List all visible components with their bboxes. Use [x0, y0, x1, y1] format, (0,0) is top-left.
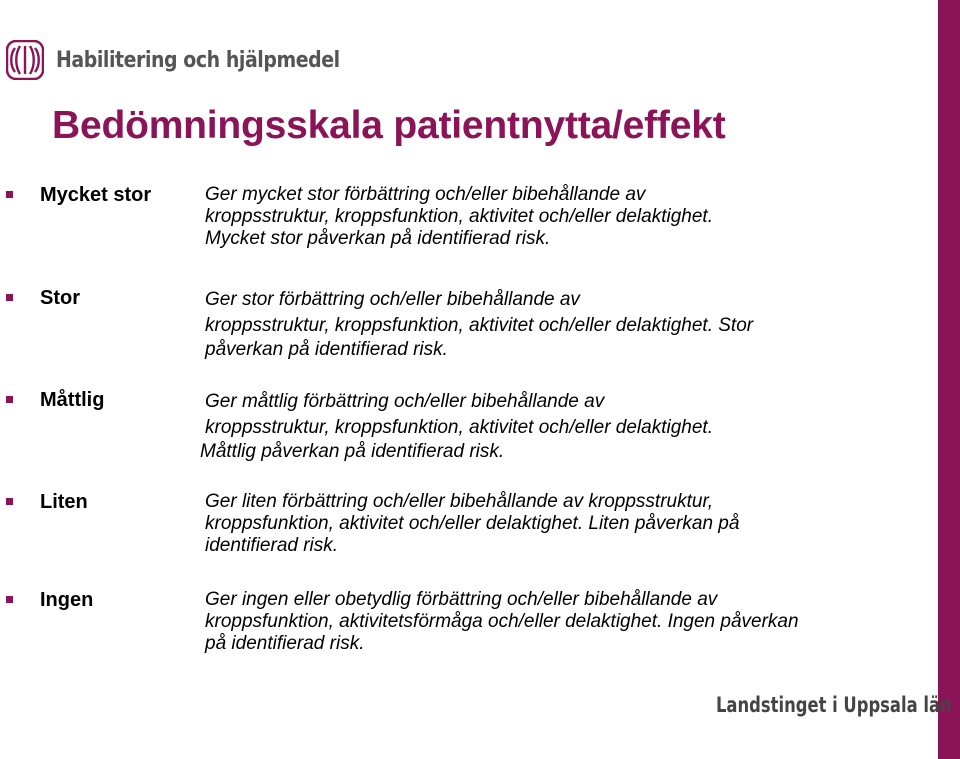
description-line: kroppsstruktur, kroppsfunktion, aktivitet och/eller delaktighet.: [205, 417, 713, 438]
description-line: Ger mycket stor förbättring och/eller bibehållande av: [205, 184, 646, 205]
description-line: Måttlig påverkan på identifierad risk.: [200, 441, 505, 462]
description-line: kroppsstruktur, kroppsfunktion, aktivitet och/eller delaktighet. Stor: [205, 315, 754, 336]
scale-term: Måttlig: [40, 389, 105, 411]
header-logo: [6, 40, 386, 80]
scale-description: [200, 389, 920, 463]
bullet-icon: [6, 396, 13, 403]
scale-term: Ingen: [40, 589, 94, 611]
description-line: påverkan på identifierad risk.: [205, 339, 448, 360]
scale-description: [205, 589, 920, 655]
scale-description: [205, 184, 920, 250]
slide-title: Bedömningsskala patientnytta/effekt: [52, 104, 726, 147]
bullet-icon: [6, 498, 13, 505]
org-name: Habilitering och hjälpmedel: [56, 47, 340, 73]
description-line: Ger ingen eller obetydlig förbättring och/eller bibehållande av: [205, 589, 718, 610]
scale-description: [205, 491, 920, 557]
description-line: identifierad risk.: [205, 535, 339, 556]
footer-org-name: Landstinget i Uppsala län: [716, 693, 952, 717]
scale-term: Mycket stor: [40, 184, 152, 206]
description-line: Ger stor förbättring och/eller bibehållande av: [205, 289, 580, 310]
description-line: Ger måttlig förbättring och/eller bibehållande av: [205, 391, 605, 412]
description-line: kroppsfunktion, aktivitet och/eller delaktighet. Liten påverkan på: [205, 513, 740, 534]
bullet-icon: [6, 294, 13, 301]
right-accent-bar: [938, 0, 960, 759]
bullet-icon: [6, 596, 13, 603]
scale-term: Liten: [40, 491, 88, 513]
description-line: kroppsfunktion, aktivitetsförmåga och/eller delaktighet. Ingen påverkan: [205, 611, 799, 632]
scale-term: Stor: [40, 287, 80, 309]
description-line: på identifierad risk.: [205, 633, 365, 654]
description-line: Mycket stor påverkan på identifierad risk.: [205, 228, 551, 249]
description-line: Ger liten förbättring och/eller bibehållande av kroppsstruktur,: [205, 491, 713, 512]
description-line: kroppsstruktur, kroppsfunktion, aktivitet och/eller delaktighet.: [205, 206, 713, 227]
landstinget-emblem-icon: [6, 40, 44, 80]
bullet-icon: [6, 191, 13, 198]
scale-description: [205, 287, 920, 361]
